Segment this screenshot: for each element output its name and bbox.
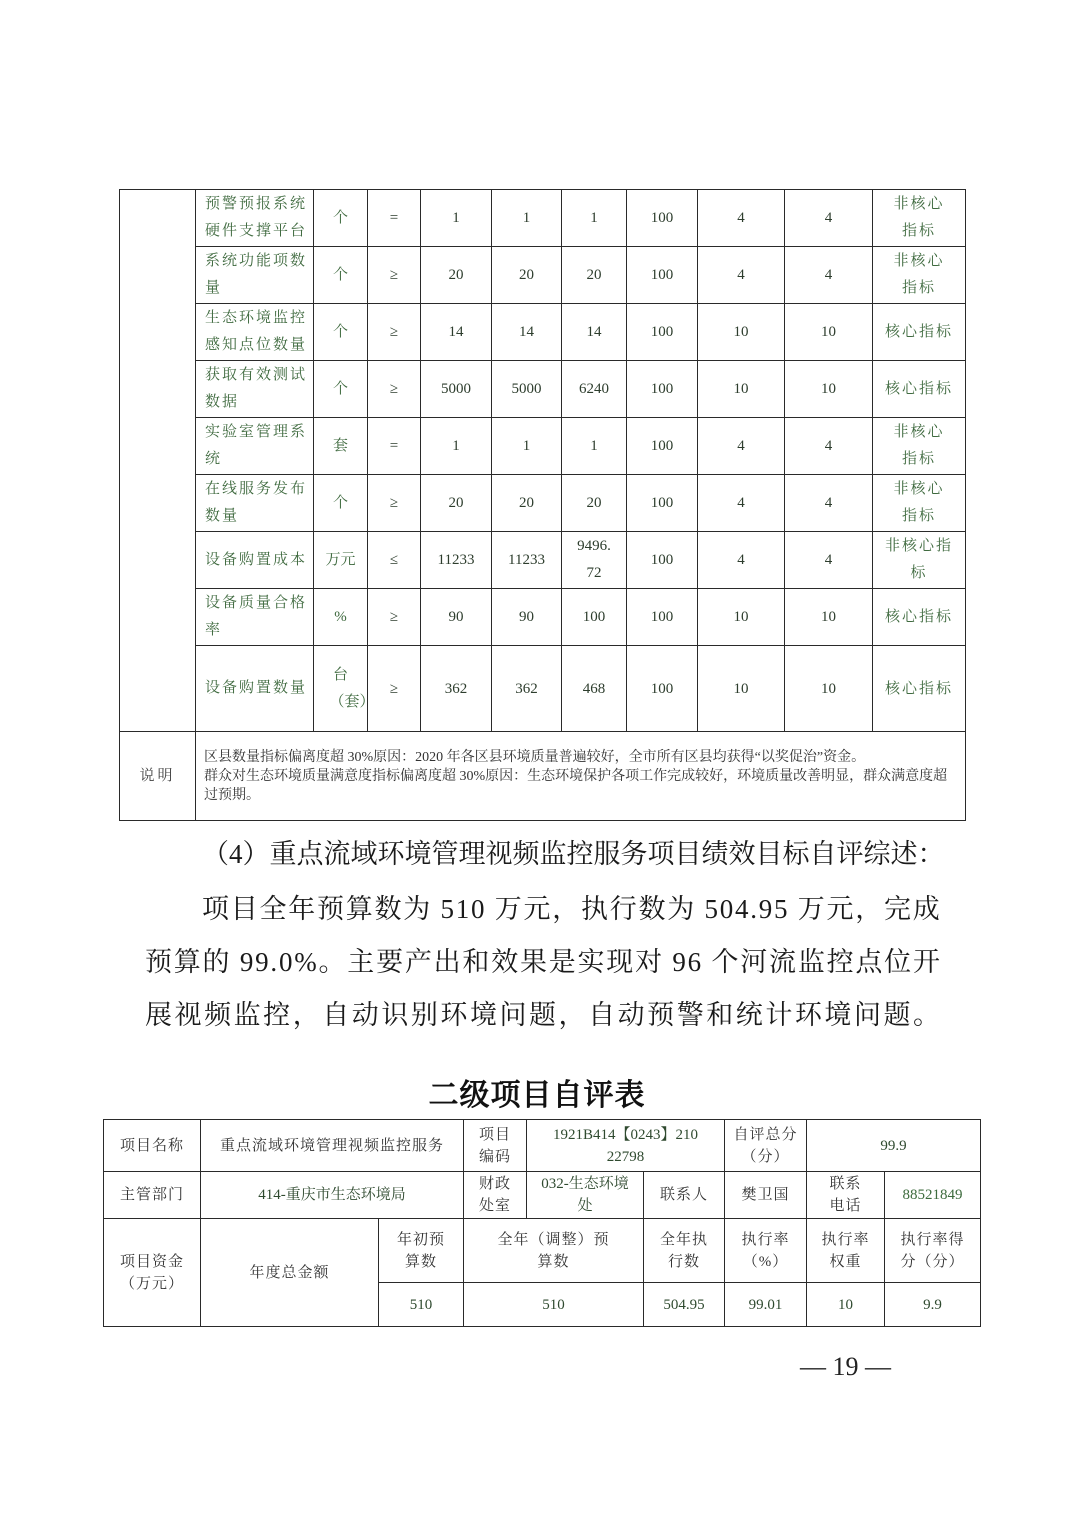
operator-text: ≥ — [389, 324, 399, 340]
target-full — [492, 589, 562, 646]
target-initial — [421, 589, 492, 646]
score-text: 10 — [821, 381, 836, 397]
target-full-text: 1 — [522, 438, 531, 454]
score — [785, 532, 873, 589]
unit-text: 个 — [332, 381, 348, 397]
weight — [698, 475, 785, 532]
indicator-type-text: 非核心指标 — [893, 424, 945, 467]
unit-text: 个 — [332, 210, 348, 226]
completion-rate — [627, 304, 698, 361]
note-label: 说明 — [120, 732, 196, 821]
actual-value-text: 100 — [582, 609, 606, 625]
actual-value-text: 20 — [586, 495, 602, 511]
score — [785, 361, 873, 418]
operator-text: ≥ — [389, 381, 399, 397]
actual-value-text: 20 — [586, 267, 602, 283]
weight — [698, 304, 785, 361]
finance-office — [527, 1172, 644, 1219]
target-full-text: 5000 — [511, 381, 542, 397]
actual-value-text: 14 — [586, 324, 602, 340]
actual-value — [562, 304, 627, 361]
indicator-row — [120, 190, 966, 247]
weight-text: 10 — [733, 609, 749, 625]
finance-office-label-text: 财政处室 — [479, 1176, 512, 1214]
completion-rate — [627, 247, 698, 304]
indicator-type-text: 核心指标 — [884, 680, 953, 697]
score — [785, 589, 873, 646]
target-initial — [421, 475, 492, 532]
total-score-label-text: 自评总分（分） — [733, 1126, 798, 1165]
unit-text: % — [334, 609, 347, 625]
target-full-text: 20 — [519, 495, 534, 511]
phone: 88521849 — [885, 1172, 981, 1219]
fund-value: 10 — [807, 1283, 885, 1327]
weight-text: 4 — [737, 438, 745, 454]
unit-text: 套 — [332, 438, 348, 454]
completion-rate — [627, 475, 698, 532]
score — [785, 247, 873, 304]
indicator-table — [119, 189, 966, 821]
unit-text: 个 — [332, 324, 348, 340]
actual-value — [562, 532, 627, 589]
score-text: 4 — [824, 267, 833, 283]
indicator-type-text: 核心指标 — [884, 609, 953, 625]
weight-text: 4 — [737, 267, 745, 283]
indicator-type — [873, 190, 966, 247]
score-text: 4 — [824, 495, 833, 511]
target-full — [492, 532, 562, 589]
actual-value — [562, 646, 627, 732]
fund-value: 510 — [464, 1283, 644, 1327]
note-line: 群众对生态环境质量满意度指标偏离度超 30%原因：生态环境保护各项工作完成较好，环境质量改善明显，群众满意度超过预期。 — [204, 768, 948, 803]
actual-value-text: 1 — [590, 210, 598, 226]
summary-line-3: 展视频监控，自动识别环境问题，自动预警和统计环境问题。 — [145, 1000, 943, 1030]
fund-header-text: 执行率（%） — [741, 1231, 790, 1270]
unit — [314, 646, 375, 732]
operator — [368, 589, 421, 646]
operator-text: ≥ — [389, 495, 399, 511]
page-number: — 19 — — [800, 1352, 891, 1381]
weight — [698, 247, 785, 304]
indicator-row — [120, 475, 966, 532]
fund-header — [379, 1219, 464, 1283]
indicator-name: 设备购置成本 — [196, 532, 314, 589]
unit — [314, 475, 368, 532]
eval-row-project — [104, 1120, 981, 1172]
indicator-type-text: 非核心指标 — [885, 538, 954, 581]
weight — [698, 589, 785, 646]
completion-rate-text: 100 — [650, 495, 674, 511]
funds-label — [104, 1219, 201, 1327]
indicator-name: 预警预报系统硬件支撑平台 — [196, 190, 314, 247]
indicator-type — [873, 589, 966, 646]
project-code — [527, 1120, 725, 1172]
target-initial-text: 1 — [452, 438, 460, 454]
fund-value: 504.95 — [644, 1283, 725, 1327]
annual-total-label: 年度总金额 — [201, 1219, 379, 1327]
actual-value — [562, 361, 627, 418]
fund-header-text: 执行率权重 — [821, 1231, 870, 1270]
completion-rate — [627, 589, 698, 646]
completion-rate — [627, 646, 698, 732]
indicator-type — [873, 475, 966, 532]
dept: 414-重庆市生态环境局 — [201, 1172, 464, 1219]
weight-text: 10 — [733, 324, 749, 340]
indicator-name: 系统功能项数量 — [196, 247, 314, 304]
target-full-text: 1 — [522, 210, 531, 226]
weight-text: 10 — [733, 680, 749, 697]
target-initial-text: 5000 — [441, 381, 471, 397]
target-initial — [421, 532, 492, 589]
score — [785, 475, 873, 532]
unit — [314, 247, 368, 304]
target-full — [492, 247, 562, 304]
operator — [368, 361, 421, 418]
indicator-name: 获取有效测试数据 — [196, 361, 314, 418]
target-initial — [421, 646, 492, 732]
indicator-row — [120, 589, 966, 646]
target-full — [492, 190, 562, 247]
target-initial-text: 11233 — [437, 552, 475, 568]
funds-label-text: 项目资金（万元） — [119, 1253, 184, 1292]
target-full-text: 90 — [519, 609, 534, 625]
target-full — [492, 475, 562, 532]
indicator-type-text: 核心指标 — [884, 324, 953, 340]
target-full-text: 14 — [519, 324, 534, 340]
target-initial — [421, 247, 492, 304]
target-full-text: 362 — [515, 680, 538, 697]
indicator-type — [873, 646, 966, 732]
indicator-name: 设备购置数量 — [196, 646, 314, 732]
operator-text: = — [389, 210, 399, 226]
project-code-label — [464, 1120, 527, 1172]
target-full — [492, 646, 562, 732]
weight — [698, 646, 785, 732]
target-full — [492, 361, 562, 418]
indicator-row — [120, 304, 966, 361]
indicator-row — [120, 361, 966, 418]
target-initial-text: 14 — [448, 324, 464, 340]
unit-text: 个 — [332, 267, 348, 283]
note-content — [196, 732, 966, 821]
fund-header-text: 全年执行数 — [660, 1231, 709, 1270]
score-text: 10 — [821, 324, 836, 340]
unit — [314, 190, 368, 247]
operator — [368, 247, 421, 304]
section-heading: （4）重点流域环境管理视频监控服务项目绩效目标自评综述： — [202, 839, 945, 869]
fund-value: 9.9 — [885, 1283, 981, 1327]
fund-header — [725, 1219, 807, 1283]
score-text: 4 — [824, 438, 833, 454]
eval-row-fund-headers — [104, 1219, 981, 1283]
operator — [368, 532, 421, 589]
actual-value — [562, 418, 627, 475]
target-initial-text: 1 — [452, 210, 460, 226]
actual-value-text: 468 — [582, 680, 606, 697]
score-text: 10 — [821, 609, 836, 625]
fund-header-text: 年初预算数 — [396, 1231, 445, 1270]
weight-text: 10 — [733, 381, 749, 397]
indicator-name: 设备质量合格率 — [196, 589, 314, 646]
project-name: 重点流域环境管理视频监控服务 — [201, 1120, 464, 1172]
score-text: 4 — [824, 210, 833, 226]
actual-value — [562, 247, 627, 304]
target-initial — [421, 190, 492, 247]
score — [785, 646, 873, 732]
eval-table — [103, 1119, 981, 1327]
target-initial — [421, 361, 492, 418]
indicator-type — [873, 304, 966, 361]
target-initial — [421, 304, 492, 361]
operator-text: ≥ — [389, 680, 399, 697]
completion-rate-text: 100 — [650, 552, 674, 568]
unit — [314, 304, 368, 361]
target-initial-text: 362 — [444, 680, 468, 697]
indicator-row — [120, 532, 966, 589]
indicator-type — [873, 418, 966, 475]
actual-value-text: 6240 — [579, 381, 609, 397]
weight-text: 4 — [737, 495, 745, 511]
indicator-name: 实验室管理系统 — [196, 418, 314, 475]
operator — [368, 190, 421, 247]
category-cell — [120, 190, 196, 732]
fund-header-text: 执行率得分（分） — [900, 1231, 965, 1270]
summary-line-2: 预算的 99.0%。主要产出和效果是实现对 96 个河流监控点位开 — [145, 947, 942, 977]
completion-rate-text: 100 — [650, 324, 674, 340]
project-code-label-text: 项目编码 — [479, 1126, 512, 1165]
operator-text: ≥ — [389, 609, 399, 625]
score — [785, 418, 873, 475]
contact: 樊卫国 — [725, 1172, 807, 1219]
operator — [368, 418, 421, 475]
unit-text: 万元 — [325, 552, 356, 568]
indicator-name: 生态环境监控感知点位数量 — [196, 304, 314, 361]
weight — [698, 190, 785, 247]
indicator-name: 在线服务发布数量 — [196, 475, 314, 532]
note-row — [120, 732, 966, 821]
dept-label: 主管部门 — [104, 1172, 201, 1219]
target-initial — [421, 418, 492, 475]
actual-value-text: 9496.72 — [577, 538, 611, 581]
fund-header-text: 全年（调整）预算数 — [497, 1231, 610, 1270]
indicator-type-text: 非核心指标 — [893, 253, 945, 296]
unit — [314, 361, 368, 418]
completion-rate-text: 100 — [650, 210, 674, 226]
indicator-row — [120, 646, 966, 732]
unit-text: 个 — [332, 495, 348, 511]
fund-header — [644, 1219, 725, 1283]
score — [785, 304, 873, 361]
eval-table-title: 二级项目自评表 — [428, 1079, 646, 1112]
unit-text: 台（套） — [329, 666, 375, 710]
finance-office-text: 032-生态环境处 — [541, 1176, 629, 1214]
completion-rate — [627, 361, 698, 418]
completion-rate — [627, 418, 698, 475]
indicator-row — [120, 418, 966, 475]
fund-header — [885, 1219, 981, 1283]
target-full-text: 11233 — [508, 552, 545, 568]
summary-line-1: 项目全年预算数为 510 万元，执行数为 504.95 万元，完成 — [202, 894, 942, 924]
completion-rate — [627, 532, 698, 589]
indicator-type-text: 核心指标 — [884, 381, 953, 397]
indicator-type-text: 非核心指标 — [893, 196, 945, 239]
score-text: 4 — [824, 552, 833, 568]
weight — [698, 361, 785, 418]
indicator-type — [873, 247, 966, 304]
finance-office-label — [464, 1172, 527, 1219]
weight-text: 4 — [737, 552, 745, 568]
score — [785, 190, 873, 247]
fund-header — [807, 1219, 885, 1283]
total-score-label — [725, 1120, 807, 1172]
score-text: 10 — [821, 680, 836, 697]
project-code-text: 1921B414【0243】21022798 — [553, 1126, 699, 1165]
phone-label-text: 联系电话 — [829, 1176, 862, 1214]
completion-rate-text: 100 — [650, 680, 674, 697]
target-initial-text: 20 — [448, 495, 464, 511]
indicator-type-text: 非核心指标 — [893, 481, 945, 524]
fund-value: 510 — [379, 1283, 464, 1327]
operator — [368, 475, 421, 532]
indicator-row — [120, 247, 966, 304]
completion-rate-text: 100 — [650, 438, 674, 454]
operator-text: ≥ — [389, 267, 399, 283]
unit — [314, 418, 368, 475]
total-score: 99.9 — [807, 1120, 981, 1172]
target-initial-text: 20 — [448, 267, 464, 283]
target-full — [492, 304, 562, 361]
completion-rate — [627, 190, 698, 247]
actual-value — [562, 589, 627, 646]
operator — [368, 646, 421, 732]
completion-rate-text: 100 — [650, 267, 674, 283]
actual-value — [562, 190, 627, 247]
unit — [314, 589, 368, 646]
indicator-type — [873, 532, 966, 589]
contact-label: 联系人 — [644, 1172, 725, 1219]
indicator-type — [873, 361, 966, 418]
weight-text: 4 — [737, 210, 745, 226]
weight — [698, 532, 785, 589]
operator-text: = — [389, 438, 399, 454]
completion-rate-text: 100 — [650, 609, 674, 625]
weight — [698, 418, 785, 475]
fund-header — [464, 1219, 644, 1283]
actual-value — [562, 475, 627, 532]
target-initial-text: 90 — [448, 609, 464, 625]
unit — [314, 532, 368, 589]
note-line: 区县数量指标偏离度超 30%原因：2020 年各区县环境质量普遍较好，全市所有区县均获得“以奖促治”资金。 — [204, 749, 866, 765]
completion-rate-text: 100 — [650, 381, 674, 397]
target-full-text: 20 — [519, 267, 534, 283]
fund-value: 99.01 — [725, 1283, 807, 1327]
actual-value-text: 1 — [590, 438, 598, 454]
project-name-label: 项目名称 — [104, 1120, 201, 1172]
eval-row-dept — [104, 1172, 981, 1219]
target-full — [492, 418, 562, 475]
operator — [368, 304, 421, 361]
operator-text: ≤ — [389, 552, 399, 568]
phone-label — [807, 1172, 885, 1219]
